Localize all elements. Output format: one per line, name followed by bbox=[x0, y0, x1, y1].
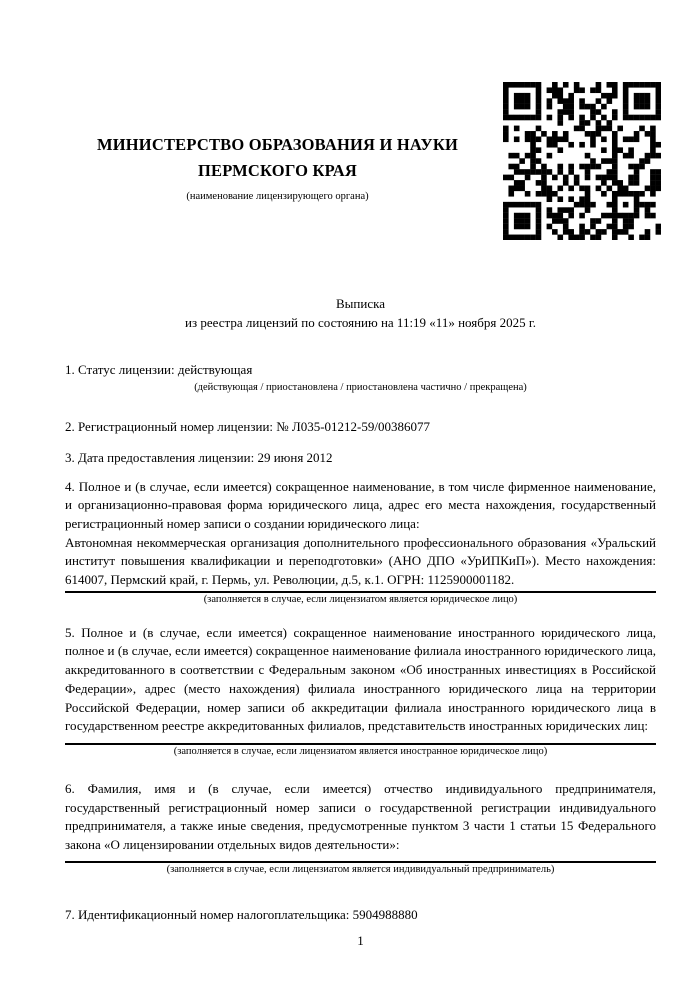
item-3-grant-date bbox=[65, 449, 656, 468]
item-4-caption: (заполняется в случае, если лицензиатом является юридическое лицо) bbox=[203, 593, 518, 605]
item-2-text: 2. Регистрационный номер лицензии: № Л035-01212-59/00386077 bbox=[65, 419, 431, 435]
document-title-line2: из реестра лицензий по состоянию на 11:19 «11» ноября 2025 г. bbox=[185, 314, 536, 330]
licensing-authority-block bbox=[65, 132, 490, 203]
licensing-authority-caption: (наименование лицензирующего органа) bbox=[186, 191, 369, 202]
item-5-foreign-legal-entity bbox=[65, 624, 656, 758]
document-title bbox=[65, 295, 656, 332]
document-content bbox=[65, 0, 656, 951]
item-4-legal-entity bbox=[65, 478, 656, 606]
item-7-taxpayer-id bbox=[65, 906, 656, 925]
item-1-license-status bbox=[65, 361, 656, 394]
licensing-authority-name-line2: ПЕРМСКОГО КРАЯ bbox=[197, 161, 358, 180]
document-title-line1: Выписка bbox=[336, 296, 385, 311]
item-1-caption: (действующая / приостановлена / приостановлена частично / прекращена) bbox=[194, 382, 527, 394]
item-5-text: 5. Полное и (в случае, если имеется) сокращенное наименование иностранного юридического лица, полное и (в случае, если имеется) сокращенное наименование филиала иностранного юридического лица, аккредитованного в соответствии с Федеральным законом «Об иностранных инвестициях в Российской Федерации», адрес (место нахождения) филиала иностранного юридического лица на территории Российской Федерации, номер записи об аккредитации филиала иностранного юридического лица в государственном реестре аккредитованных филиалов, представительств иностранных юридических лиц: bbox=[65, 624, 656, 734]
item-2-registration-number bbox=[65, 418, 656, 437]
item-4-text: 4. Полное и (в случае, если имеется) сокращенное наименование, в том числе фирменное наименование, и организационно-правовая форма юридического лица, адрес его места нахождения, государственный регистрационный номер записи о создании юридического лица: bbox=[65, 478, 656, 531]
item-7-text: 7. Идентификационный номер налогоплательщика: 5904988880 bbox=[65, 906, 418, 922]
licensing-authority-name bbox=[65, 132, 490, 184]
item-4-value: Автономная некоммерческая организация дополнительного профессионального образования «Уральский институт повышения квалификации и переподготовки» (АНО ДПО «УрИПКиП»). Место нахождения: 614007, Пермский край, г. Пермь, ул. Революции, д.5, к.1. ОГРН: 1125900001182. bbox=[65, 534, 656, 588]
item-3-text: 3. Дата предоставления лицензии: 29 июня 2012 bbox=[65, 449, 333, 465]
item-5-caption: (заполняется в случае, если лицензиатом является иностранное юридическое лицо) bbox=[173, 745, 548, 757]
licensing-authority-name-line1: МИНИСТЕРСТВО ОБРАЗОВАНИЯ И НАУКИ bbox=[96, 135, 459, 154]
item-1-text: 1. Статус лицензии: действующая bbox=[65, 362, 253, 378]
item-6-individual-entrepreneur bbox=[65, 780, 656, 876]
item-6-text: 6. Фамилия, имя и (в случае, если имеется) отчество индивидуального предпринимателя, государственный регистрационный номер записи о государственной регистрации индивидуального предпринимателя, а также иные сведения, предусмотренные пунктом 3 части 1 статьи 15 Федерального закона «О лицензировании отдельных видов деятельности»: bbox=[65, 780, 656, 853]
item-6-caption: (заполняется в случае, если лицензиатом является индивидуальный предприниматель) bbox=[166, 863, 555, 875]
page-number: 1 bbox=[357, 933, 364, 949]
